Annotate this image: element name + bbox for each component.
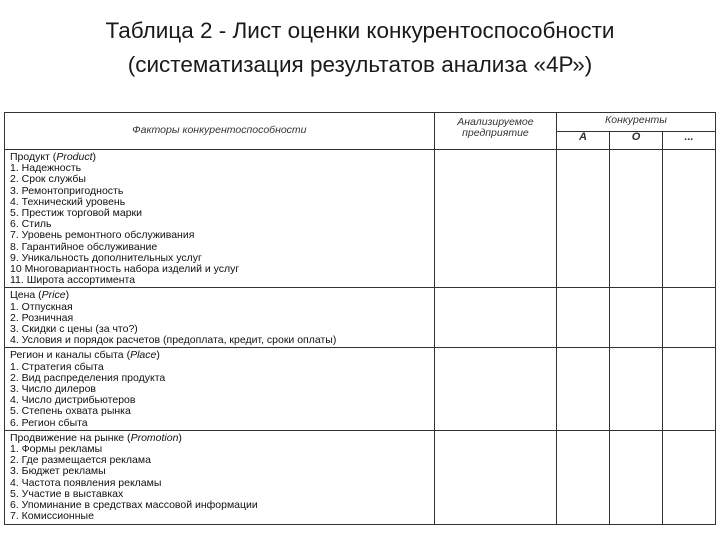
group-title-end: ) — [156, 349, 160, 362]
factor-item: 10 Многовариантность набора изделий и услуг — [10, 263, 240, 276]
analyzed-cell[interactable] — [434, 150, 556, 288]
group-title-end: ) — [178, 431, 182, 444]
factor-item: 1. Формы рекламы — [10, 443, 103, 456]
header-competitor-more: ... — [662, 131, 715, 150]
page-title — [0, 14, 720, 82]
factor-item: 6. Регион сбыта — [10, 416, 88, 429]
group-title-ru: Продукт ( — [10, 151, 57, 163]
group-title-end: ) — [65, 289, 70, 302]
factor-item: 4. Технический уровень — [10, 195, 126, 208]
group-title-ru: Продвижение на рынке ( — [10, 431, 131, 444]
factor-item: 7. Уровень ремонтного обслуживания — [10, 229, 195, 242]
group-title-en: Place — [130, 349, 157, 362]
group-title-ru: Регион и каналы сбыта ( — [10, 349, 131, 362]
factor-item: 3. Скидки с цены (за что?) — [10, 323, 138, 336]
competitor-more-cell[interactable] — [662, 348, 715, 430]
factor-group-title — [10, 350, 429, 361]
factor-item: 2. Вид распределения продукта — [10, 371, 166, 384]
factor-item: 11. Широта ассортимента — [10, 274, 136, 287]
competitor-more-cell[interactable] — [662, 430, 715, 524]
factor-item: 2. Где размещается реклама — [10, 454, 151, 467]
group-title-en: Product — [56, 151, 93, 163]
factor-item: 6. Упоминание в средствах массовой информации — [10, 499, 258, 512]
factor-item: 1. Стратегия сбыта — [10, 360, 104, 373]
factor-item: 9. Уникальность дополнительных услуг — [10, 251, 202, 264]
header-competitor-a: А — [557, 131, 610, 150]
header-competitors: Конкуренты — [557, 113, 716, 132]
table-row-group-2 — [5, 348, 716, 430]
factor-item: 2. Розничная — [10, 311, 74, 324]
group-title-end: ) — [92, 151, 96, 163]
table-body — [5, 150, 716, 525]
group-title-en: Price — [41, 289, 66, 302]
factor-group-cell — [5, 150, 435, 288]
competitor-a-cell[interactable] — [557, 430, 610, 524]
competitor-o-cell[interactable] — [610, 150, 663, 288]
analyzed-cell[interactable] — [434, 430, 556, 524]
factor-item: 3. Число дилеров — [10, 383, 97, 396]
factor-item: 5. Степень охвата рынка — [10, 405, 131, 418]
factor-item: 3. Бюджет рекламы — [10, 465, 106, 478]
title-line-1: Таблица 2 - Лист оценки конкурентоспособности — [105, 18, 615, 43]
competitor-o-cell[interactable] — [610, 288, 663, 348]
factor-item: 4. Частота появления рекламы — [10, 476, 162, 489]
factor-item: 7. Комиссионные — [10, 510, 94, 523]
assessment-table — [4, 112, 716, 525]
assessment-table-container — [4, 112, 716, 540]
factor-group-cell — [5, 348, 435, 430]
competitor-more-cell[interactable] — [662, 288, 715, 348]
factor-item: 4. Число дистрибьютеров — [10, 394, 136, 407]
factor-group-title — [10, 290, 429, 301]
header-analyzed-company: Анализируемое предприятие — [434, 113, 556, 150]
factor-item: 3. Ремонтопригодность — [10, 184, 124, 197]
competitor-o-cell[interactable] — [610, 430, 663, 524]
table-row-group-1 — [5, 288, 716, 348]
group-title-en: Promotion — [130, 431, 179, 444]
factor-item: 6. Стиль — [10, 218, 52, 231]
competitor-o-cell[interactable] — [610, 348, 663, 430]
table-header-row — [5, 113, 716, 132]
factor-item: 8. Гарантийное обслуживание — [10, 240, 158, 253]
factor-group-cell — [5, 430, 435, 524]
header-competitor-o: О — [610, 131, 663, 150]
factor-item: 4. Условия и порядок расчетов (предоплата, кредит, сроки оплаты) — [10, 334, 337, 347]
header-factors: Факторы конкурентоспособности — [5, 113, 435, 150]
analyzed-cell[interactable] — [434, 288, 556, 348]
competitor-more-cell[interactable] — [662, 150, 715, 288]
analyzed-cell[interactable] — [434, 348, 556, 430]
competitor-a-cell[interactable] — [557, 150, 610, 288]
table-row-group-0 — [5, 150, 716, 288]
factor-item: 5. Участие в выставках — [10, 487, 124, 500]
factor-group-cell — [5, 288, 435, 348]
competitor-a-cell[interactable] — [557, 288, 610, 348]
factor-item: 1. Отпускная — [10, 300, 73, 313]
factor-item: 5. Престиж торговой марки — [10, 207, 143, 220]
factor-item: 1. Надежность — [10, 162, 82, 175]
competitor-a-cell[interactable] — [557, 348, 610, 430]
table-row-group-3 — [5, 430, 716, 524]
title-line-2: (систематизация результатов анализа «4Р») — [127, 52, 593, 77]
group-title-ru: Цена ( — [10, 289, 42, 302]
factor-item: 2. Срок службы — [10, 173, 86, 186]
